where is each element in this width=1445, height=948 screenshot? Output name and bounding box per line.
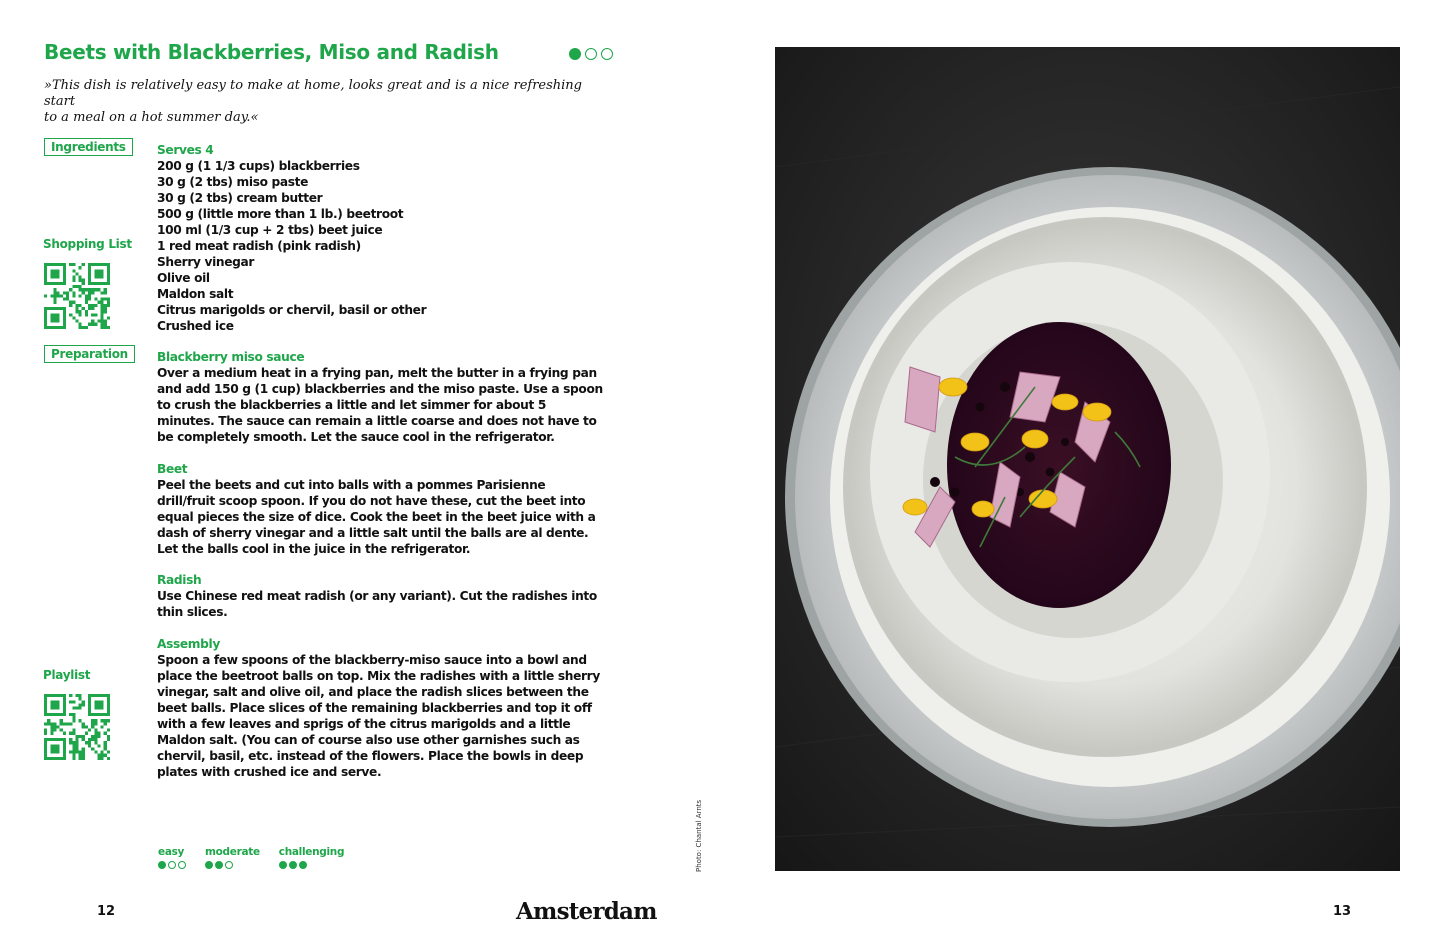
prep-section-assembly <box>157 636 607 780</box>
legend-dots <box>279 861 344 869</box>
recipe-title: Beets with Blackberries, Miso and Radish <box>44 40 499 64</box>
legend-dot <box>168 861 176 869</box>
prep-text: Use Chinese red meat radish (or any variant). Cut the radishes into thin slices. <box>157 589 597 619</box>
brand-logo: Amsterdam <box>516 898 657 925</box>
legend-dot <box>205 861 213 869</box>
ingredient-item: Crushed ice <box>157 319 234 333</box>
legend-dot <box>215 861 223 869</box>
legend-label: easy <box>158 846 185 858</box>
legend-dot <box>279 861 287 869</box>
quote-line-1: »This dish is relatively easy to make at home, looks great and is a nice refreshing start <box>44 78 583 109</box>
prep-heading: Beet <box>157 462 188 476</box>
legend-challenging <box>279 846 344 869</box>
legend-dot <box>289 861 297 869</box>
prep-text: Over a medium heat in a frying pan, melt the butter in a frying pan and add 150 g (1 cup) blackberries and the miso paste. Use a spoon to crush the blackberries a little and let simmer for about 5 minutes. The sauce can remain a little coarse and does not have to be completely smooth. Let the sauce cool in the refrigerator. <box>157 366 603 444</box>
recipe-quote <box>44 78 604 126</box>
prep-text: Peel the beets and cut into balls with a pommes Parisienne drill/fruit scoop spoon. If you do not have these, cut the beet into equal pieces the size of dice. Cook the beet in the beet juice with a dash of sherry vinegar and a little salt until the balls are al dente. Let the balls cool in the juice in the refrigerator. <box>157 478 596 556</box>
difficulty-dot <box>585 48 597 60</box>
quote-line-2: to a meal on a hot summer day.« <box>44 110 259 125</box>
prep-section-beet <box>157 461 607 557</box>
dish-photo <box>775 47 1400 871</box>
prep-heading: Radish <box>157 573 202 587</box>
prep-text: Spoon a few spoons of the blackberry-miso sauce into a bowl and place the beetroot balls on top. Mix the radishes with a little sherry vinegar, salt and olive oil, and place the radish slices between the beet balls. Place slices of the remaining blackberries and top it off with a few leaves and sprigs of the citrus marigolds and a little Maldon salt. (You can of course also use other garnishes such as chervil, basil, etc. instead of the flowers. Place the bowls in deep plates with crushed ice and serve. <box>157 653 600 779</box>
legend-dots <box>158 861 186 869</box>
ingredient-item: Maldon salt <box>157 287 234 301</box>
ingredient-item: 200 g (1 1/3 cups) blackberries <box>157 159 360 173</box>
difficulty-dot <box>569 48 581 60</box>
legend-label: moderate <box>205 846 260 858</box>
ingredient-item: Sherry vinegar <box>157 255 255 269</box>
ingredients-tag: Ingredients <box>44 138 133 156</box>
prep-heading: Blackberry miso sauce <box>157 350 305 364</box>
page-number-right: 13 <box>1333 904 1352 919</box>
qr-code-icon[interactable] <box>44 263 110 329</box>
legend-dot <box>299 861 307 869</box>
page-number-left: 12 <box>97 904 116 919</box>
legend-dot <box>158 861 166 869</box>
qr-code-icon[interactable] <box>44 694 110 760</box>
ingredient-item: 100 ml (1/3 cup + 2 tbs) beet juice <box>157 223 383 237</box>
ingredient-item: 1 red meat radish (pink radish) <box>157 239 361 253</box>
ingredients-list <box>157 142 426 334</box>
prep-section-sauce <box>157 349 607 445</box>
legend-dot <box>178 861 186 869</box>
ingredient-item: Olive oil <box>157 271 210 285</box>
dish-photo-illustration <box>775 47 1400 871</box>
legend-label: challenging <box>278 846 345 858</box>
ingredient-item: Citrus marigolds or chervil, basil or other <box>157 303 427 317</box>
ingredient-item: 30 g (2 tbs) miso paste <box>157 175 309 189</box>
legend-moderate <box>205 846 260 869</box>
difficulty-legend <box>158 846 344 869</box>
legend-easy <box>158 846 186 869</box>
difficulty-indicator <box>569 48 613 60</box>
legend-dots <box>205 861 260 869</box>
difficulty-dot <box>601 48 613 60</box>
photo-credit: Photo: Chantal Arnts <box>695 799 703 872</box>
shopping-list-label: Shopping List <box>43 237 132 251</box>
playlist-label: Playlist <box>43 668 91 682</box>
prep-section-radish <box>157 572 607 620</box>
prep-heading: Assembly <box>157 637 220 651</box>
serves-heading: Serves 4 <box>157 143 214 157</box>
preparation-tag: Preparation <box>44 345 135 363</box>
ingredient-item: 30 g (2 tbs) cream butter <box>157 191 323 205</box>
ingredient-item: 500 g (little more than 1 lb.) beetroot <box>157 207 404 221</box>
legend-dot <box>225 861 233 869</box>
